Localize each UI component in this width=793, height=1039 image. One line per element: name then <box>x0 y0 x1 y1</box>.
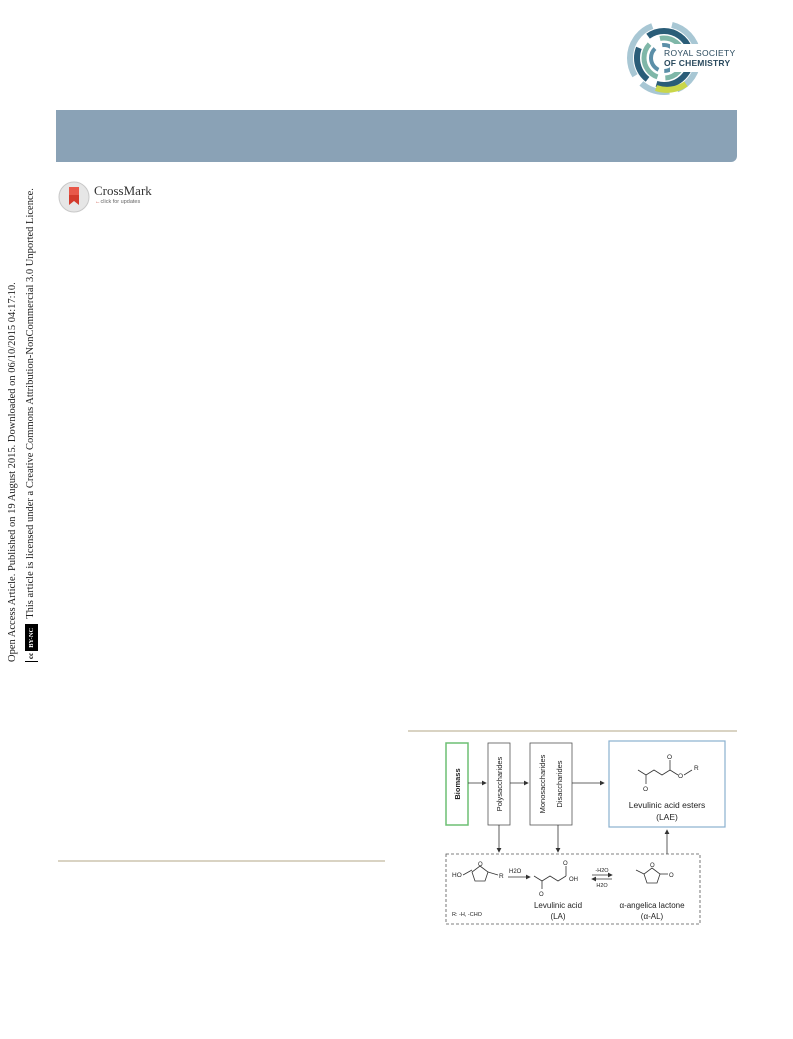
la-abbr: (LA) <box>550 912 566 921</box>
reaction-scheme <box>406 736 736 928</box>
lae-o-label: O <box>643 786 649 793</box>
la-o-label: O <box>539 892 544 898</box>
crossmark-title: CrossMark <box>94 183 152 198</box>
rsc-logo-line1: ROYAL SOCIETY <box>664 48 736 58</box>
side-notice-publication: Open Access Article. Published on 19 August 2015. Downloaded on 06/10/2015 04:17:10. <box>7 282 18 662</box>
header-band <box>56 110 737 162</box>
side-notice-licence <box>24 102 38 662</box>
disaccharides-label: Disaccharides <box>555 760 564 808</box>
la-o2-label: O <box>563 861 568 867</box>
lactone-ring <box>644 868 660 883</box>
crossmark-subtitle-text: click for updates <box>100 199 141 205</box>
lae-r-label: R <box>694 765 699 772</box>
al-abbr: (α-AL) <box>640 912 664 921</box>
minus-h2o-label: -H2O <box>595 868 609 874</box>
furan-ch2-bond <box>463 870 472 875</box>
crossmark-icon <box>58 181 90 213</box>
furan-r-bond <box>488 872 498 875</box>
rsc-logo-line2: OF CHEMISTRY <box>664 58 731 68</box>
plus-h2o-label: H2O <box>596 883 608 889</box>
right-column-rule <box>408 730 737 732</box>
furan-ring <box>472 866 488 881</box>
r-substituent-note: R: -H, -CHO <box>452 912 482 918</box>
crossmark-widget[interactable] <box>58 181 168 217</box>
rsc-logo <box>626 18 744 98</box>
polysaccharides-label: Polysaccharides <box>495 756 504 812</box>
la-name: Levulinic acid <box>533 901 583 910</box>
cc-license-badge[interactable] <box>25 624 38 662</box>
lae-abbr: (LAE) <box>656 812 678 822</box>
la-structure <box>534 876 566 881</box>
lactone-o2-label: O <box>669 873 674 879</box>
biomass-label: Biomass <box>453 768 462 800</box>
al-name: α-angelica lactone <box>619 901 685 910</box>
side-notice <box>6 102 38 662</box>
cc-badge-cc: cc <box>24 651 38 661</box>
lae-o2-label: O <box>667 754 673 761</box>
ho-label: HO <box>452 872 462 879</box>
saccharides-box <box>530 743 572 825</box>
lactone-o-label: O <box>650 863 655 869</box>
furan-o-label: O <box>478 862 483 868</box>
left-column-rule <box>58 860 385 862</box>
la-oh-label: OH <box>569 877 578 883</box>
cc-badge-by: BY-NC <box>26 625 37 651</box>
lae-ester-o-label: O <box>678 773 684 780</box>
left-arrow-icon: ← <box>95 199 101 205</box>
crossmark-subtitle <box>95 199 140 205</box>
lae-name: Levulinic acid esters <box>628 800 706 810</box>
h2o-label: H2O <box>509 869 522 875</box>
licence-text[interactable]: This article is licensed under a Creative Commons Attribution-NonCommercial 3.0 Unported Licence. <box>25 188 36 619</box>
monosaccharides-label: Monosaccharides <box>538 754 547 814</box>
furan-r-label: R <box>499 873 504 880</box>
lactone-methyl-bond <box>636 870 644 874</box>
